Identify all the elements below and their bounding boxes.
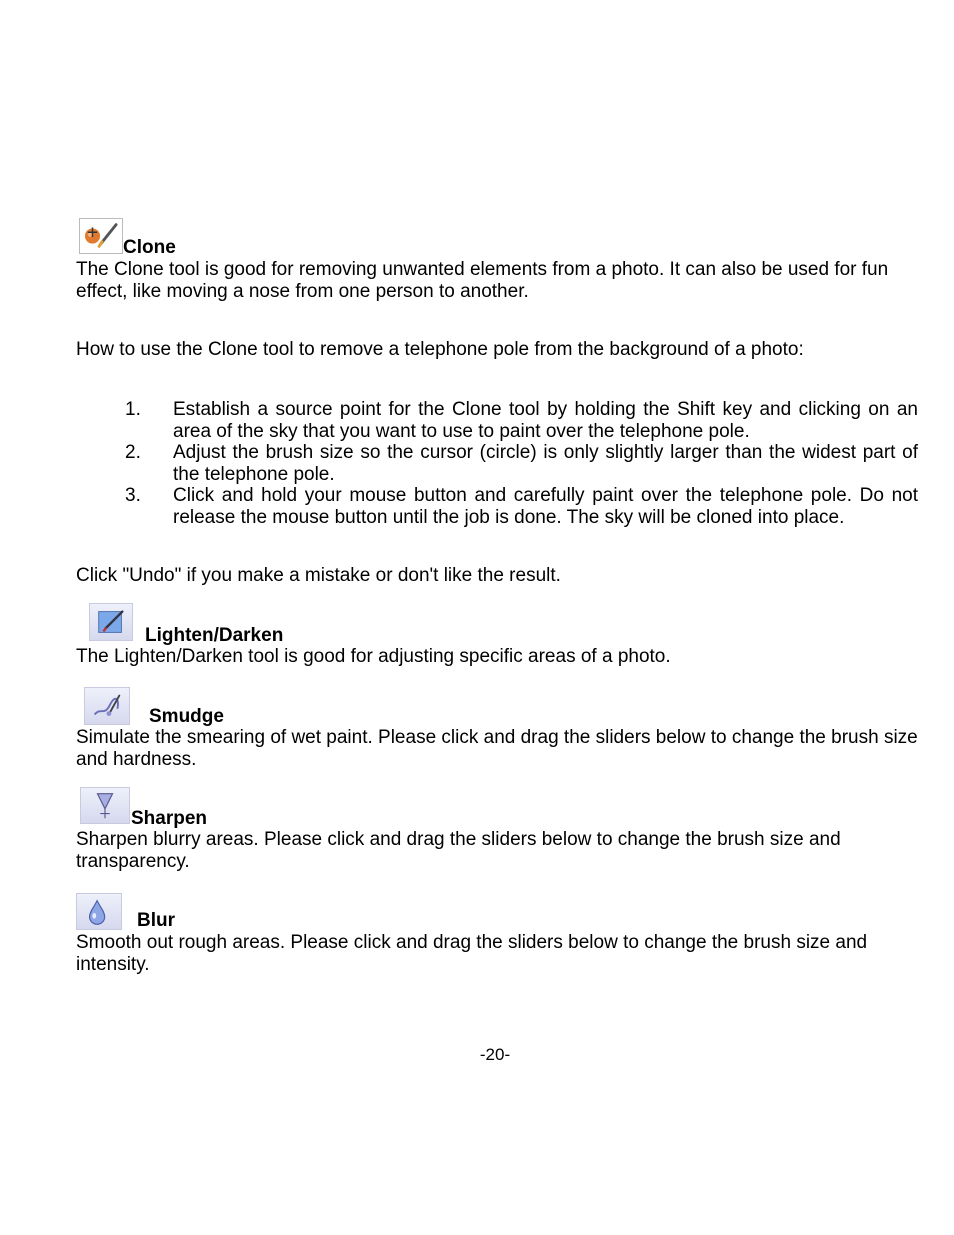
sharpen-heading: Sharpen — [131, 808, 208, 829]
blur-heading: Blur — [137, 910, 175, 931]
blur-description: Smooth out rough areas. Please click and drag the sliders below to change the brush size and intensity. — [76, 932, 868, 975]
clone-description: The Clone tool is good for removing unwanted elements from a photo. It can also be used for fun effect, like moving a nose from one person to another. — [76, 259, 889, 302]
step-number: 2. — [125, 442, 141, 463]
clone-heading: Clone — [123, 237, 176, 258]
page-number: -20- — [479, 1045, 511, 1064]
smudge-description: Simulate the smearing of wet paint. Please click and drag the sliders below to change the brush size and hardness. — [76, 727, 918, 770]
step-text: Establish a source point for the Clone tool by holding the Shift key and clicking on an area of the sky that you want to use to paint over the telephone pole. — [173, 399, 918, 442]
list-item — [76, 485, 918, 528]
clone-stamp-icon — [79, 218, 123, 254]
sharpen-description: Sharpen blurry areas. Please click and drag the sliders below to change the brush size and transparency. — [76, 829, 841, 872]
lighten-darken-heading: Lighten/Darken — [145, 625, 284, 646]
step-text: Click and hold your mouse button and carefully paint over the telephone pole. Do not release the mouse button until the job is done. The sky will be cloned into place. — [173, 485, 918, 528]
step-number: 1. — [125, 399, 141, 420]
lighten-darken-icon — [89, 603, 133, 641]
clone-howto: How to use the Clone tool to remove a telephone pole from the background of a photo: — [76, 339, 804, 360]
clone-steps-list — [76, 399, 918, 528]
blur-icon — [76, 893, 122, 930]
list-item — [76, 399, 918, 442]
sharpen-icon — [80, 787, 130, 824]
smudge-icon — [84, 687, 130, 725]
smudge-heading: Smudge — [149, 706, 224, 727]
list-item — [76, 442, 918, 485]
step-number: 3. — [125, 485, 141, 506]
undo-note: Click "Undo" if you make a mistake or don't like the result. — [76, 565, 561, 586]
lighten-darken-description: The Lighten/Darken tool is good for adjusting specific areas of a photo. — [76, 646, 671, 667]
step-text: Adjust the brush size so the cursor (circle) is only slightly larger than the widest part of the telephone pole. — [173, 442, 918, 485]
